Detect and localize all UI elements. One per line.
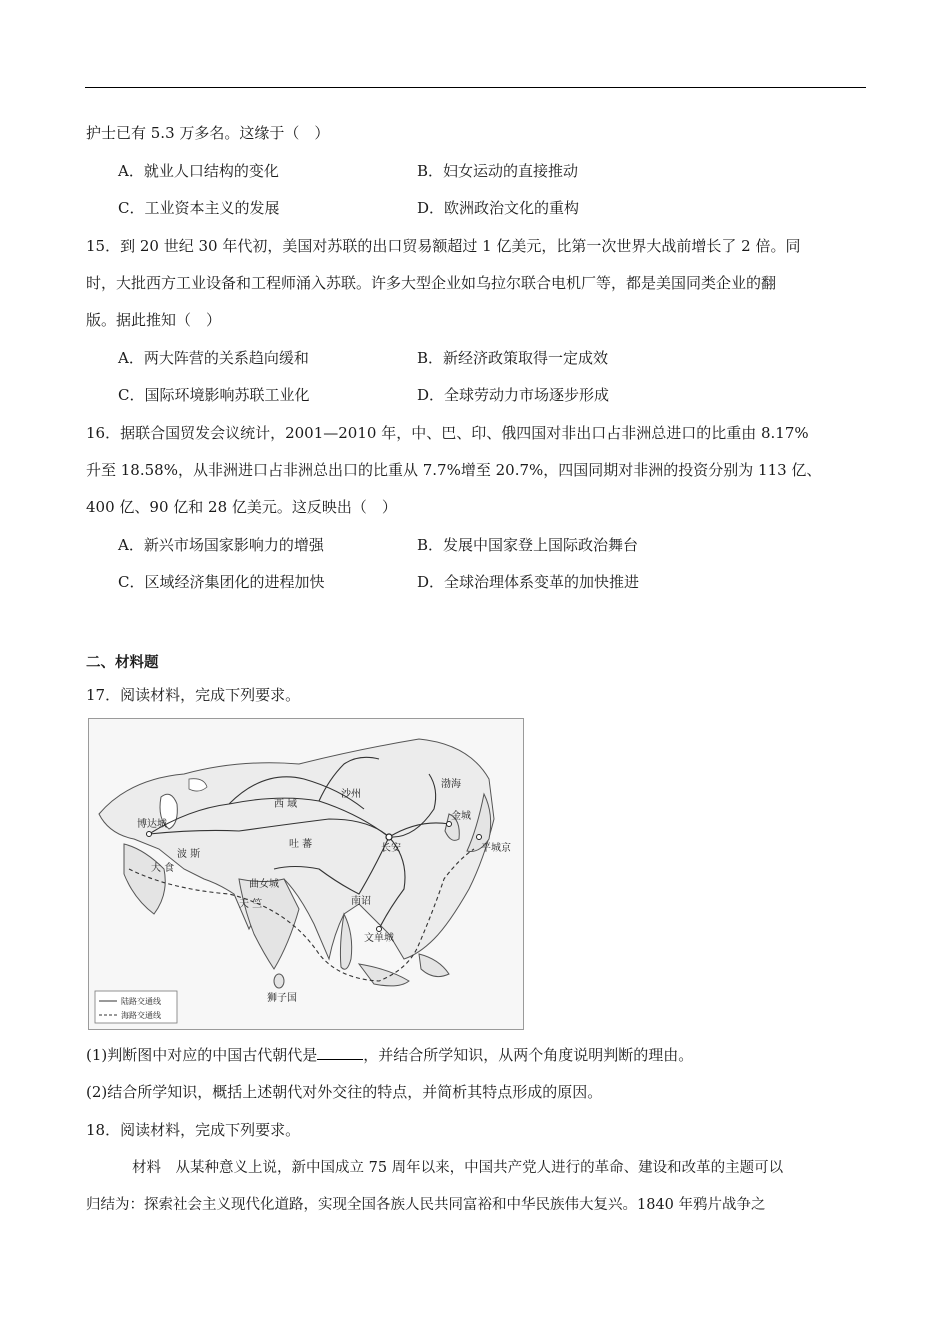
q16-option-a[interactable]: A．新兴市场国家影响力的增强: [118, 536, 324, 554]
q14-option-d[interactable]: D．欧洲政治文化的重构: [417, 199, 580, 217]
q17-sub2: (2)结合所学知识，概括上述朝代对外交往的特点，并简析其特点形成的原因。: [86, 1083, 603, 1101]
q14-stem-tail: 护士已有 5.3 万多名。这缘于（ ）: [86, 124, 330, 142]
label-dashi: 大 食: [151, 863, 175, 874]
q17-sub1: [86, 1045, 693, 1065]
label-xiyu: 西 域: [274, 799, 298, 810]
q16-line3: 400 亿、90 亿和 28 亿美元。这反映出（ ）: [86, 498, 397, 516]
q16-option-c[interactable]: C．区域经济集团化的进程加快: [118, 573, 325, 591]
label-persia: 波 斯: [177, 849, 201, 860]
q18-material-line2: 归结为：探索社会主义现代化道路，实现全国各族人民共同富裕和中华民族伟大复兴。1840 年鸦片战争之: [86, 1197, 766, 1213]
q17-sub1-before: (1)判断图中对应的中国古代朝代是: [86, 1046, 318, 1064]
q18-material-line1: 材料 从某种意义上说，新中国成立 75 周年以来，中国共产党人进行的革命、建设和改革的主题可以: [132, 1160, 784, 1176]
q14-option-b[interactable]: B．妇女运动的直接推动: [417, 162, 579, 180]
q15-line1: 15．到 20 世纪 30 年代初，美国对苏联的出口贸易额超过 1 亿美元，比第一次世界大战前增长了 2 倍。同: [86, 237, 801, 255]
q18-intro: 18．阅读材料，完成下列要求。: [86, 1121, 301, 1139]
q15-option-d[interactable]: D．全球劳动力市场逐步形成: [417, 386, 610, 404]
q17-intro: 17．阅读材料，完成下列要求。: [86, 686, 301, 704]
q15-line2: 时，大批西方工业设备和工程师涌入苏联。许多大型企业如乌拉尔联合电机厂等，都是美国同类企业的翻: [86, 274, 777, 292]
label-shiziguo: 狮子国: [267, 993, 297, 1004]
label-bohai: 渤海: [441, 779, 461, 790]
label-nanzhao: 南诏: [351, 896, 371, 907]
legend-land: 陆路交通线: [121, 997, 161, 1006]
q16-line1: 16．据联合国贸发会议统计，2001—2010 年，中、巴、印、俄四国对非出口占非洲总进口的比重由 8.17%: [86, 424, 809, 442]
q15-option-c[interactable]: C．国际环境影响苏联工业化: [118, 386, 310, 404]
label-changan: 长安: [381, 843, 401, 854]
q16-option-d[interactable]: D．全球治理体系变革的加快推进: [417, 573, 640, 591]
header-rule: [85, 87, 866, 88]
label-wendancheng: 文单城: [364, 933, 394, 944]
changan-marker: [386, 834, 392, 840]
q17-sub1-after: ，并结合所学知识，从两个角度说明判断的理由。: [363, 1046, 694, 1064]
legend-sea: 海路交通线: [121, 1011, 161, 1020]
section-title: 二、材料题: [86, 654, 159, 671]
q15-option-a[interactable]: A．两大阵营的关系趋向缓和: [118, 349, 309, 367]
answer-blank[interactable]: [317, 1045, 363, 1060]
label-tubo: 吐 蕃: [289, 839, 313, 850]
label-tianzhu: 天 竺: [239, 899, 263, 910]
q14-option-c[interactable]: C．工业资本主义的发展: [118, 199, 280, 217]
tang-dynasty-map: [88, 718, 524, 1030]
q15-line3: 版。据此推知（ ）: [86, 311, 222, 329]
label-bodacheng: 博达城: [137, 819, 167, 830]
label-qunucheng: 曲女城: [249, 879, 279, 890]
q14-option-a[interactable]: A．就业人口结构的变化: [118, 162, 279, 180]
label-pingchengjing: 平城京: [481, 843, 511, 854]
label-jincheng: 金城: [451, 811, 471, 822]
q16-line2: 升至 18.58%，从非洲进口占非洲总出口的比重从 7.7%增至 20.7%，四国同期对非洲的投资分别为 113 亿、: [86, 461, 822, 479]
q16-option-b[interactable]: B．发展中国家登上国际政治舞台: [417, 536, 639, 554]
q15-option-b[interactable]: B．新经济政策取得一定成效: [417, 349, 609, 367]
label-shazhou: 沙州: [341, 789, 361, 800]
